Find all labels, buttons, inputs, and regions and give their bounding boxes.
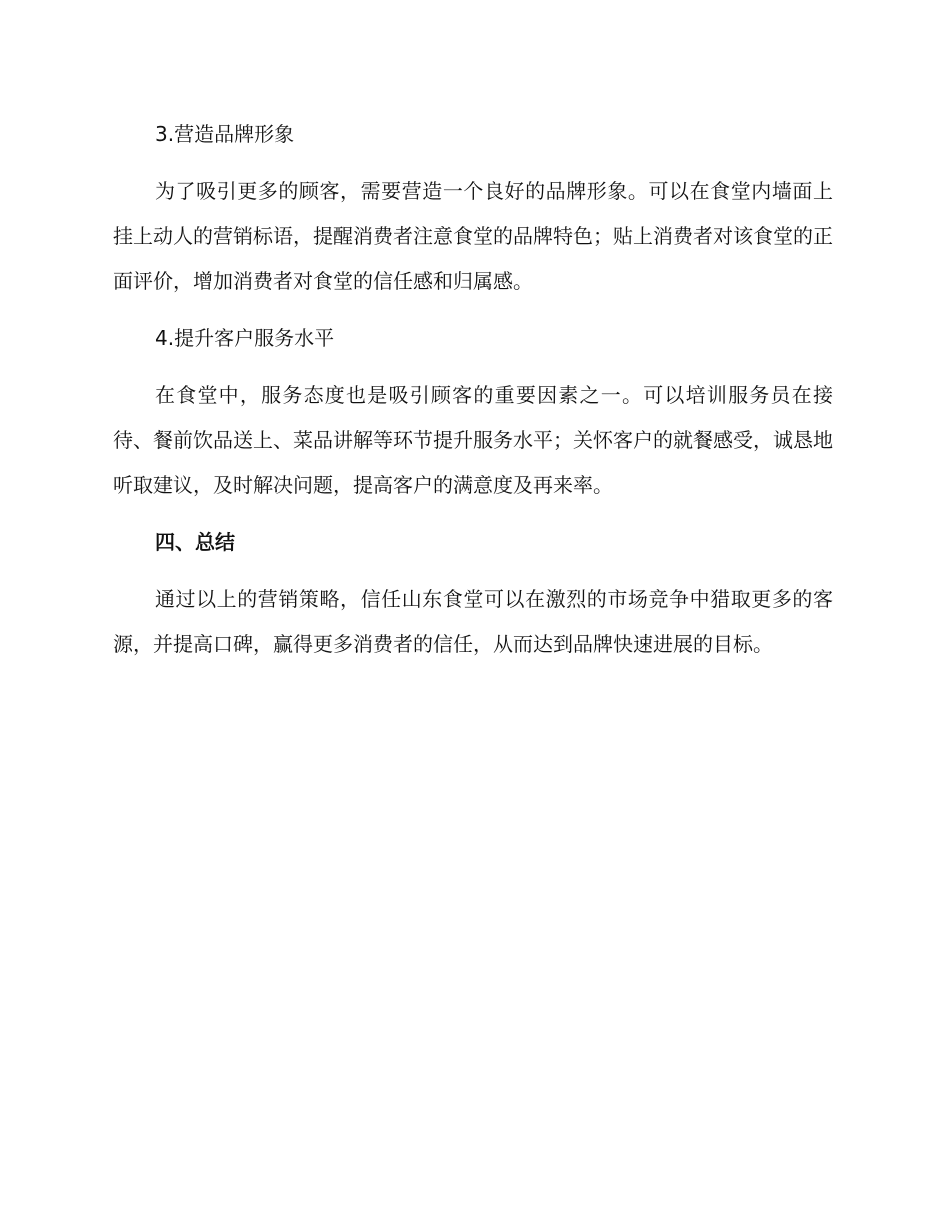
paragraph-brand-image: 为了吸引更多的顾客，需要营造一个良好的品牌形象。可以在食堂内墙面上挂上动人的营销标语，提醒消费者注意食堂的品牌特色；贴上消费者对该食堂的正面评价，增加消费者对食堂的信任感和归属感。 bbox=[113, 179, 833, 293]
section-heading-brand-image: 3.营造品牌形象 bbox=[155, 122, 295, 146]
section-heading-customer-service: 4.提升客户服务水平 bbox=[155, 326, 335, 350]
paragraph-summary: 通过以上的营销策略，信任山东食堂可以在激烈的市场竞争中猎取更多的客源，并提高口碑，赢得更多消费者的信任，从而达到品牌快速进展的目标。 bbox=[113, 587, 833, 656]
document-body bbox=[113, 112, 833, 679]
section-heading-summary: 四、总结 bbox=[155, 530, 235, 554]
paragraph-customer-service: 在食堂中，服务态度也是吸引顾客的重要因素之一。可以培训服务员在接待、餐前饮品送上、菜品讲解等环节提升服务水平；关怀客户的就餐感受，诚恳地听取建议，及时解决问题，提高客户的满意度及再来率。 bbox=[113, 383, 833, 497]
